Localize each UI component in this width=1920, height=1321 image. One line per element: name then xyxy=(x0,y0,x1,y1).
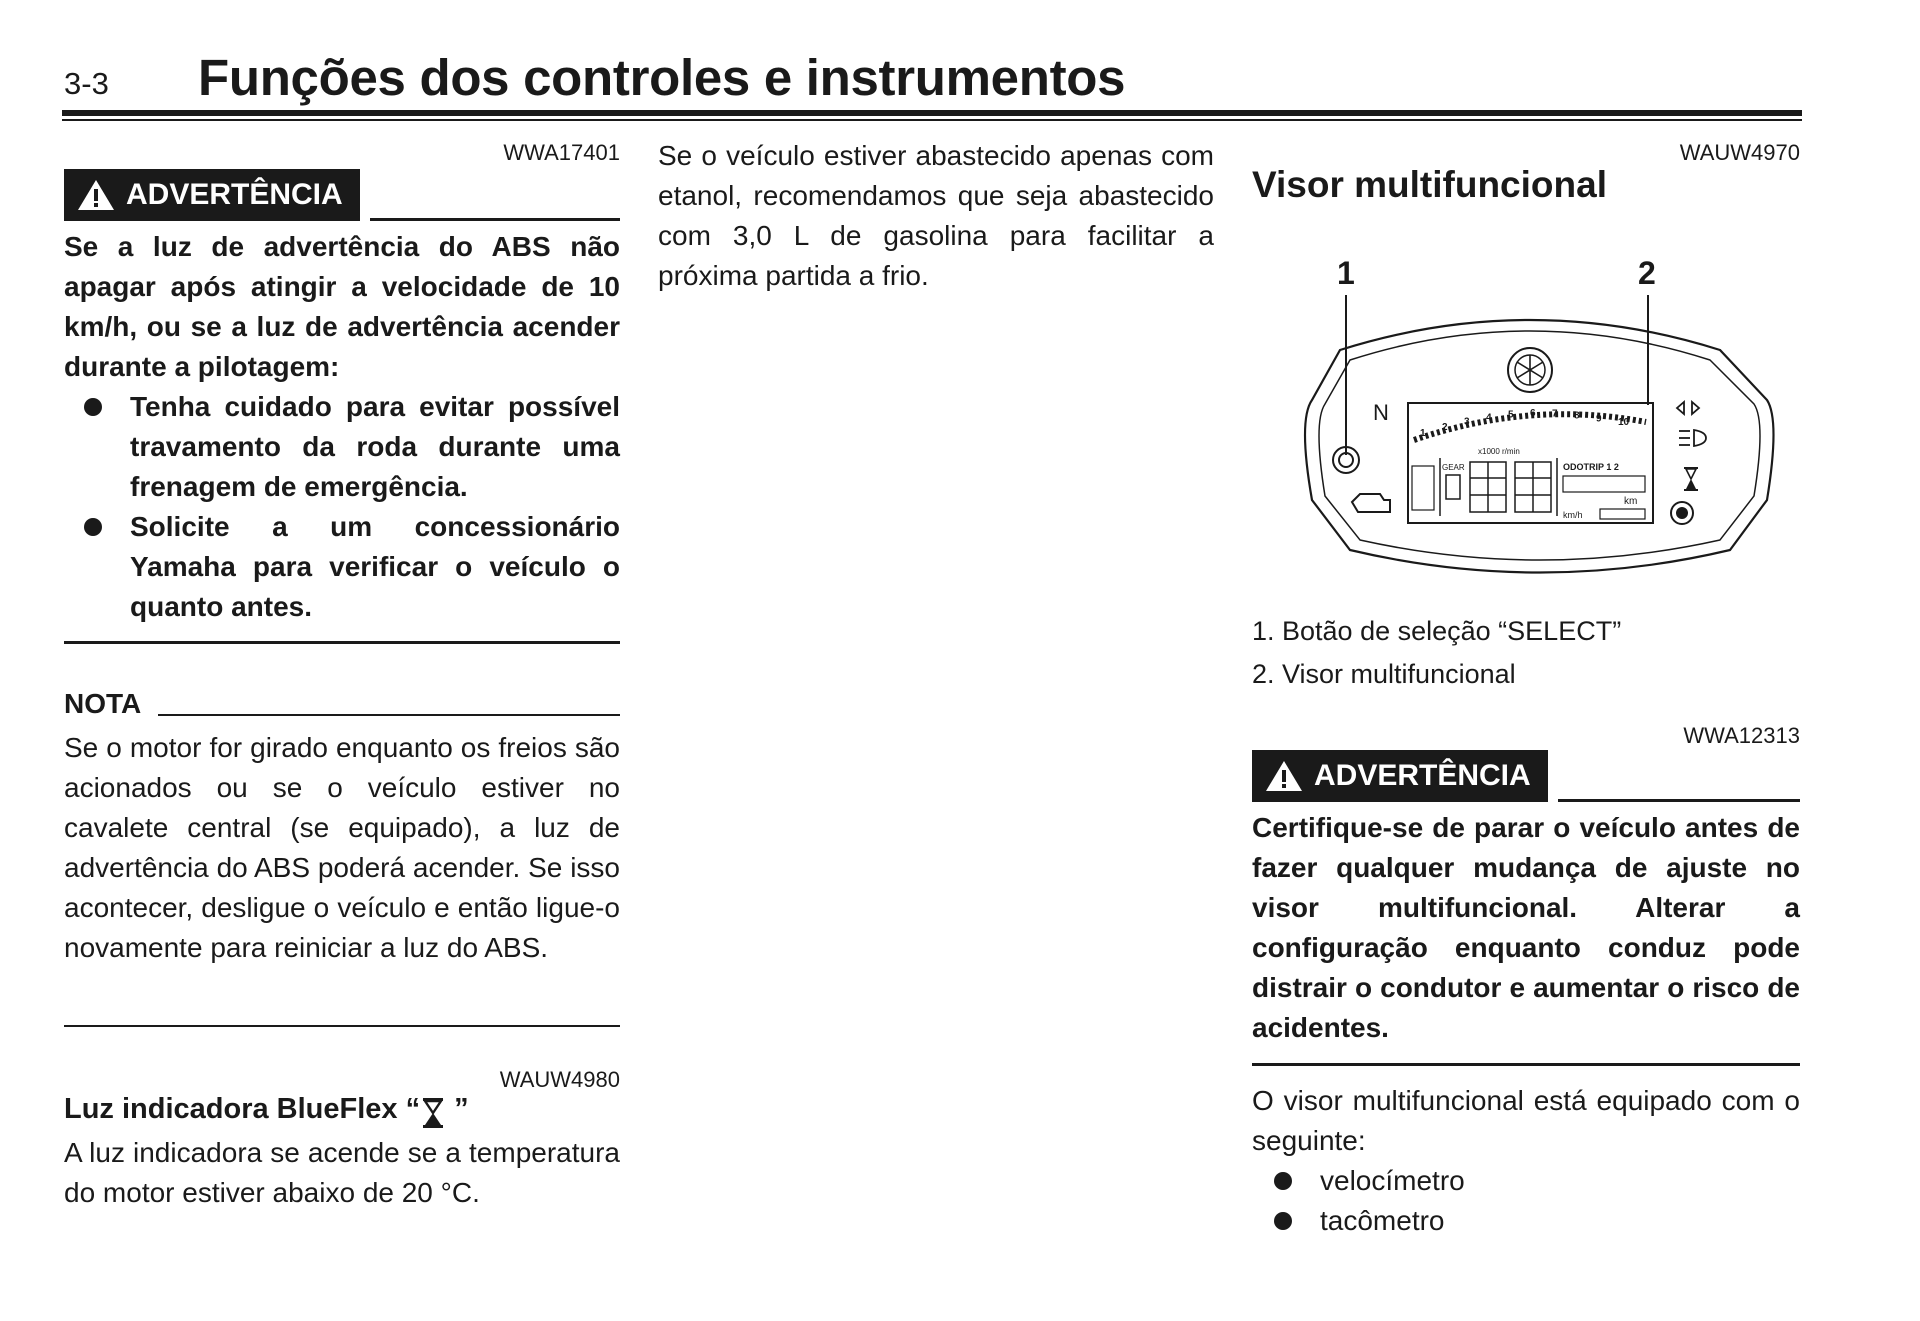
high-beam-icon xyxy=(1679,430,1706,446)
caption-item: 1. Botão de seleção “SELECT” xyxy=(1252,616,1622,646)
engine-warning-icon xyxy=(1352,494,1390,512)
header-rule-thin xyxy=(62,119,1802,121)
warning2-badge-label: ADVERTÊNCIA xyxy=(1314,759,1531,792)
note-label-rule xyxy=(158,714,620,716)
list-item: tacômetro xyxy=(1252,1201,1800,1241)
hourglass-icon xyxy=(420,1096,446,1130)
note-label: NOTA xyxy=(64,688,142,719)
warning-badge-label: ADVERTÊNCIA xyxy=(126,178,343,211)
tach-tick-label: 1 xyxy=(1420,428,1426,439)
callout-1: 1 xyxy=(1337,255,1355,291)
warning-triangle-icon xyxy=(76,178,116,212)
tach-tick-label: 7 xyxy=(1552,408,1558,420)
warning2-badge xyxy=(1252,750,1548,802)
warning2-badge-rule xyxy=(1558,799,1800,802)
speed-digits xyxy=(1470,462,1551,512)
abs-indicator-icon xyxy=(1671,502,1693,524)
blueflex-text: A luz indicadora se acende se a temperatura do motor estiver abaixo de 20 °C. xyxy=(64,1137,620,1208)
note-end-rule xyxy=(64,1025,620,1027)
km-label: km xyxy=(1624,496,1638,507)
warning-triangle-icon xyxy=(1264,759,1304,793)
warning-intro-text: Se a luz de advertência do ABS não apagar após atingir a velocidade de 10 km/h, ou se a luz de advertência acender durante a pilotagem: xyxy=(64,231,620,382)
warning-badge xyxy=(64,169,360,221)
blueflex-indicator-icon xyxy=(1684,467,1698,491)
equipment-intro: O visor multifuncional está equipado com o seguinte: xyxy=(1252,1085,1800,1156)
note-text: Se o motor for girado enquanto os freios são acionados ou se o veículo estiver no cavalete central (se equipado), a luz de advertência do ABS poderá acender. Se isso acontecer, desligue o veículo e então ligue-o novamente para reiniciar a luz do ABS. xyxy=(64,732,620,963)
blueflex-title: Luz indicadora BlueFlex “ ” xyxy=(64,1093,624,1130)
instrument-cluster-figure xyxy=(1280,250,1800,600)
equipment-list xyxy=(1252,1161,1800,1241)
warning-bullet-list xyxy=(64,387,620,627)
tach-tick-label: 8 xyxy=(1574,410,1580,422)
warning-badge-rule xyxy=(370,218,620,221)
tach-tick-label: 9 xyxy=(1596,413,1602,425)
header-rule xyxy=(62,110,1802,116)
tach-tick-label: 2 xyxy=(1442,422,1448,434)
page-title: Funções dos controles e instrumentos xyxy=(198,49,1126,106)
warning2-end-rule xyxy=(1252,1063,1800,1066)
section-title: Visor multifuncional xyxy=(1252,164,1607,205)
neutral-indicator-icon: N xyxy=(1373,400,1389,425)
tachometer-tick-labels xyxy=(1420,408,1630,439)
fuel-gauge xyxy=(1412,466,1434,510)
rpm-unit-label: x1000 r/min xyxy=(1478,447,1520,456)
bullet-dot-icon xyxy=(84,398,102,416)
blueflex-code: WAUW4980 xyxy=(499,1067,620,1092)
meter-diagram xyxy=(1280,250,1800,600)
bullet-dot-icon xyxy=(1274,1212,1292,1230)
list-item: Solicite a um concessionário Yamaha para verificar o veículo o quanto antes. xyxy=(64,507,620,627)
tach-tick-label: 5 xyxy=(1508,409,1514,421)
bullet-dot-icon xyxy=(84,518,102,536)
turn-signal-icon xyxy=(1677,402,1699,414)
warning-code: WWA17401 xyxy=(503,140,620,165)
page-number: 3-3 xyxy=(64,66,109,101)
caption-item: 2. Visor multifuncional xyxy=(1252,659,1516,689)
kmh-label: km/h xyxy=(1563,510,1583,520)
tach-tick-label: 4 xyxy=(1486,412,1492,424)
bullet-dot-icon xyxy=(1274,1172,1292,1190)
tach-tick-label: 3 xyxy=(1464,416,1470,428)
warning2-code: WWA12313 xyxy=(1683,723,1800,748)
callout-2: 2 xyxy=(1638,255,1656,291)
odo-trip-label: ODOTRIP 1 2 xyxy=(1563,462,1619,472)
tach-tick-label: 6 xyxy=(1530,408,1536,420)
list-item: velocímetro xyxy=(1252,1161,1800,1201)
tach-tick-label: 10 xyxy=(1618,417,1630,429)
list-item: Tenha cuidado para evitar possível travamento da roda durante uma frenagem de emergência. xyxy=(64,387,620,507)
warning-end-rule xyxy=(64,641,620,644)
warning2-text: Certifique-se de parar o veículo antes de fazer qualquer mudança de ajuste no visor multifuncional. Alterar a configuração enquanto conduz pode distrair o condutor e aumentar o risco de acidentes. xyxy=(1252,812,1800,1043)
odometer-digits xyxy=(1563,476,1645,492)
figure-caption-list xyxy=(1252,610,1800,696)
gear-label: GEAR xyxy=(1442,463,1465,472)
section-code: WAUW4970 xyxy=(1679,140,1800,165)
gear-digit xyxy=(1446,475,1460,499)
ethanol-text: Se o veículo estiver abastecido apenas com etanol, recomendamos que seja abastecido com 3,0 L de gasolina para facilitar a próxima partida a frio. xyxy=(658,140,1214,291)
